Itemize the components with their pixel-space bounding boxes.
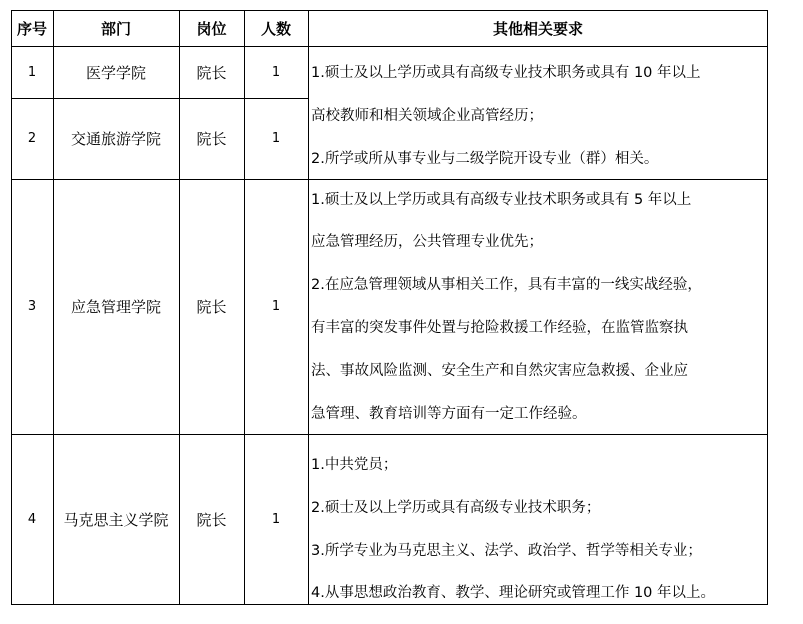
row1-dept: 医学学院 [85, 63, 146, 82]
requirements-table [11, 10, 768, 605]
header-seq: 序号 [16, 19, 47, 38]
row4-dept: 马克思主义学院 [63, 510, 169, 529]
req-row3-line6: 急管理、教育培训等方面有一定工作经验。 [311, 406, 587, 422]
req-row3-line2: 应急管理经历，公共管理专业优先； [311, 234, 543, 250]
req-row4-line4: 4.从事思想政治教育、教学、理论研究或管理工作 10 年以上。 [311, 585, 716, 601]
req-row3-line1: 1.硕士及以上学历或具有高级专业技术职务或具有 5 年以上 [311, 192, 692, 208]
req-group12-line3: 2.所学或所从事专业与二级学院开设专业（群）相关。 [311, 151, 659, 167]
row2-dept: 交通旅游学院 [70, 130, 161, 148]
req-row4-line1: 1.中共党员； [311, 457, 398, 473]
row2-post: 院长 [196, 130, 227, 148]
req-group12-line2: 高校教师和相关领域企业高管经历； [311, 108, 543, 124]
table-border-bottom [11, 604, 768, 605]
req-row3-line3: 2.在应急管理领域从事相关工作，具有丰富的一线实战经验， [311, 277, 702, 293]
header-dept: 部门 [100, 19, 131, 38]
req-row4-line2: 2.硕士及以上学历或具有高级专业技术职务； [311, 500, 601, 516]
row3-seq: 3 [27, 299, 37, 314]
row4-seq: 4 [27, 511, 37, 527]
row1-seq: 1 [27, 64, 37, 80]
row2-count: 1 [271, 131, 281, 146]
req-row3-line5: 法、事故风险监测、安全生产和自然灾害应急救援、企业应 [311, 363, 688, 379]
req-row4-line3: 3.所学专业为马克思主义、法学、政治学、哲学等相关专业； [311, 543, 702, 559]
req-row3-line4: 有丰富的突发事件处置与抢险救援工作经验，在监管监察执 [311, 320, 688, 336]
row1-count: 1 [271, 64, 281, 80]
row3-post: 院长 [196, 298, 227, 316]
col-divider-count [308, 10, 309, 605]
row4-post: 院长 [196, 510, 227, 529]
req-group12-line1: 1.硕士及以上学历或具有高级专业技术职务或具有 10 年以上 [311, 65, 701, 81]
header-requirements: 其他相关要求 [492, 19, 583, 38]
header-count: 人数 [260, 19, 291, 38]
header-post: 岗位 [196, 19, 227, 38]
row1-post: 院长 [196, 63, 227, 82]
row3-dept: 应急管理学院 [70, 298, 161, 316]
table-border-right [767, 10, 768, 605]
row2-seq: 2 [27, 131, 37, 146]
row3-count: 1 [271, 299, 281, 314]
row4-count: 1 [271, 511, 281, 527]
